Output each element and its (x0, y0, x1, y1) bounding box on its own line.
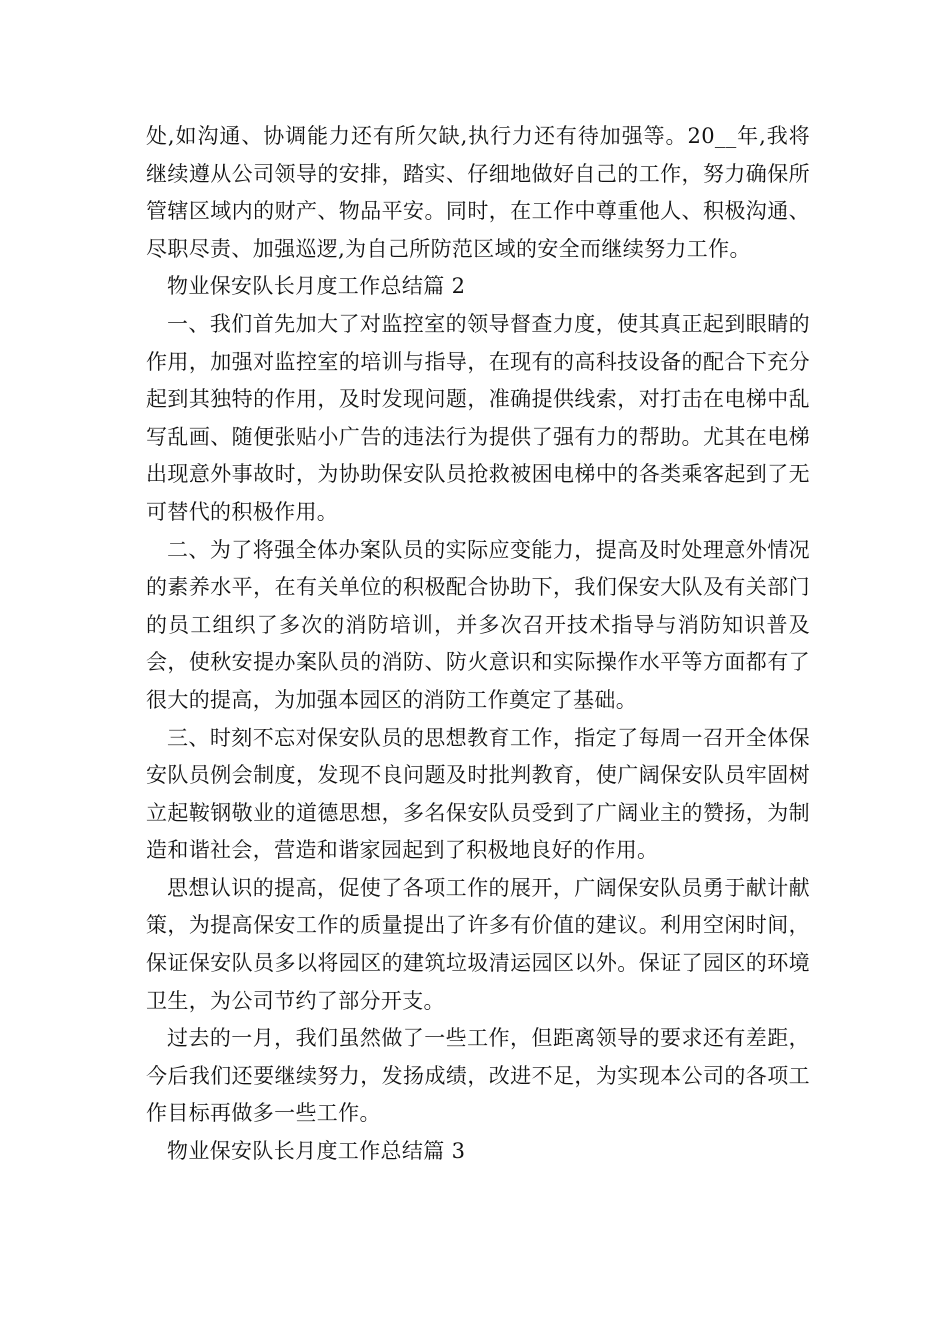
section-heading-2: 物业保安队长月度工作总结篇 2 (167, 274, 466, 299)
paragraph-suggestions: 思想认识的提高，促使了各项工作的展开，广阔保安队员勇于献计献策，为提高保安工作的质量提出了许多有价值的建议。利用空闲时间，保证保安队员多以将园区的建筑垃圾清运园区以外。保证了园区的环境卫生，为公司节约了部分开支。 (146, 875, 810, 1013)
paragraph-continuation: 处,如沟通、协调能力还有所欠缺,执行力还有待加强等。20__年,我将继续遵从公司领导的安排，踏实、仔细地做好自己的工作，努力确保所管辖区域内的财产、物品平安。同时，在工作中尊重他人、积极沟通、尽职尽责、加强巡逻,为自己所防范区域的安全而继续努力工作。 (146, 124, 810, 261)
section-heading-3: 物业保安队长月度工作总结篇 3 (167, 1139, 466, 1164)
paragraph-fire-training: 二、为了将强全体办案队员的实际应变能力，提高及时处理意外情况的素养水平，在有关单位的积极配合协助下，我们保安大队及有关部门的员工组织了多次的消防培训，并多次召开技术指导与消防知识普及会，使秋安提办案队员的消防、防火意识和实际操作水平等方面都有了很大的提高，为加强本园区的消防工作奠定了基础。 (146, 537, 810, 712)
paragraph-conclusion: 过去的一月，我们虽然做了一些工作，但距离领导的要求还有差距，今后我们还要继续努力，发扬成绩，改进不足，为实现本公司的各项工作目标再做多一些工作。 (146, 1026, 810, 1126)
paragraph-ideology-education: 三、时刻不忘对保安队员的思想教育工作，指定了每周一召开全体保安队员例会制度，发现不良问题及时批判教育，使广阔保安队员牢固树立起鞍钢敬业的道德思想，多名保安队员受到了广阔业主的赞扬，为制造和谐社会，营造和谐家园起到了积极地良好的作用。 (146, 725, 810, 863)
document-body (146, 118, 810, 1171)
paragraph-monitoring-room: 一、我们首先加大了对监控室的领导督查力度，使其真正起到眼睛的作用，加强对监控室的培训与指导，在现有的高科技设备的配合下充分起到其独特的作用，及时发现问题，准确提供线索，对打击在电梯中乱写乱画、随便张贴小广告的违法行为提供了强有力的帮助。尤其在电梯出现意外事故时，为协助保安队员抢救被困电梯中的各类乘客起到了无可替代的积极作用。 (146, 311, 810, 524)
